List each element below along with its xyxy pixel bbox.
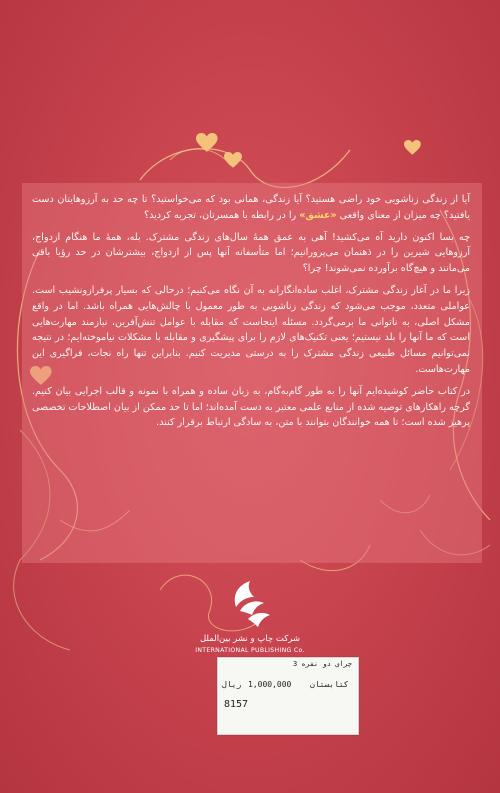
sticker-code: 8157 <box>224 699 249 710</box>
paragraph-1 <box>32 192 470 224</box>
paragraph-2: چه بسا اکنون دارید آه می‌کشید! آهی به عمق همهٔ سال‌های زندگی مشترک. بله، همهٔ ما هنگام ازدواج، آرزوهایی شیرین را در ذهنمان می‌پرورانیم؛ اما متأسفانه آنها پس از ازدواج، بیشترشان در حد رؤیا باقی می‌مانند و هیچ‌گاه برآورده نمی‌شوند! چرا؟ <box>32 231 470 275</box>
sticker-price: 1,000,000 <box>248 680 292 689</box>
publisher-logo-icon <box>200 577 300 637</box>
paragraph-4: در کتاب حاضر کوشیده‌ایم آنها را به طور گام‌به‌گام، به زبان ساده و همراه با نمونه و قالب اجرایی بیان کنیم. گرچه راهکارهای توصیه شده از منابع علمی معتبر به دست آمده‌اند؛ اما تا حد ممکن از بیان اصطلاحات تخصصی پرهیز شده است؛ تا همه خوانندگان بتوانند با متن، به سادگی ارتباط برقرار کنند. <box>32 385 470 429</box>
back-cover-text <box>32 192 470 437</box>
highlight-love: «عشق» <box>299 209 337 221</box>
paragraph-1-start: آیا از زندگی زناشویی خود راضی هستید؟ آیا زندگی، همانی بود که می‌خواستید؟ تا چه حد به آرزوهایتان دست یافتید؟ چه میزان از معنای واقعی <box>32 194 470 221</box>
publisher-name <box>150 634 350 656</box>
price-sticker <box>217 657 359 735</box>
paragraph-1-end: را در رابطه با همسرتان، تجربه کردید؟ <box>143 209 297 221</box>
sticker-store: کتابستان <box>310 680 349 689</box>
sticker-currency: ریال <box>222 680 242 689</box>
publisher-name-fa: شرکت چاپ و نشر بین‌الملل <box>199 634 301 644</box>
paragraph-3: زیرا ما در آغاز زندگی مشترک، اغلب ساده‌انگارانه به آن نگاه می‌کنیم؛ درحالی که بسیار پرفرازونشیب است. عواملی متعدد، موجب می‌شود که زندگی زناشویی به طور معمول با چالش‌هایی همراه باشد. اما در واقع مشکل اصلی، به ناتوانی ما برمی‌گردد. مسئله اینجاست که مقابله با عوامل تنش‌آفرین، نیازمند مهارت‌هایی است که ما آنها را بلد نیستیم؛ یعنی تکنیک‌های لازم را برای پیشگیری و مقابله با مشکلات نیاموخته‌ایم؛ در نتیجه نمی‌توانیم مسائل طبیعی زندگی مشترک را به درستی مدیریت کنیم. بنابراین تنها راه نجات، فراگیری این مهارت‌هاست. <box>32 284 470 375</box>
publisher-name-en: INTERNATIONAL PUBLISHING Co. <box>195 647 305 654</box>
sticker-title: چرای دو نفره 3 <box>292 660 352 668</box>
